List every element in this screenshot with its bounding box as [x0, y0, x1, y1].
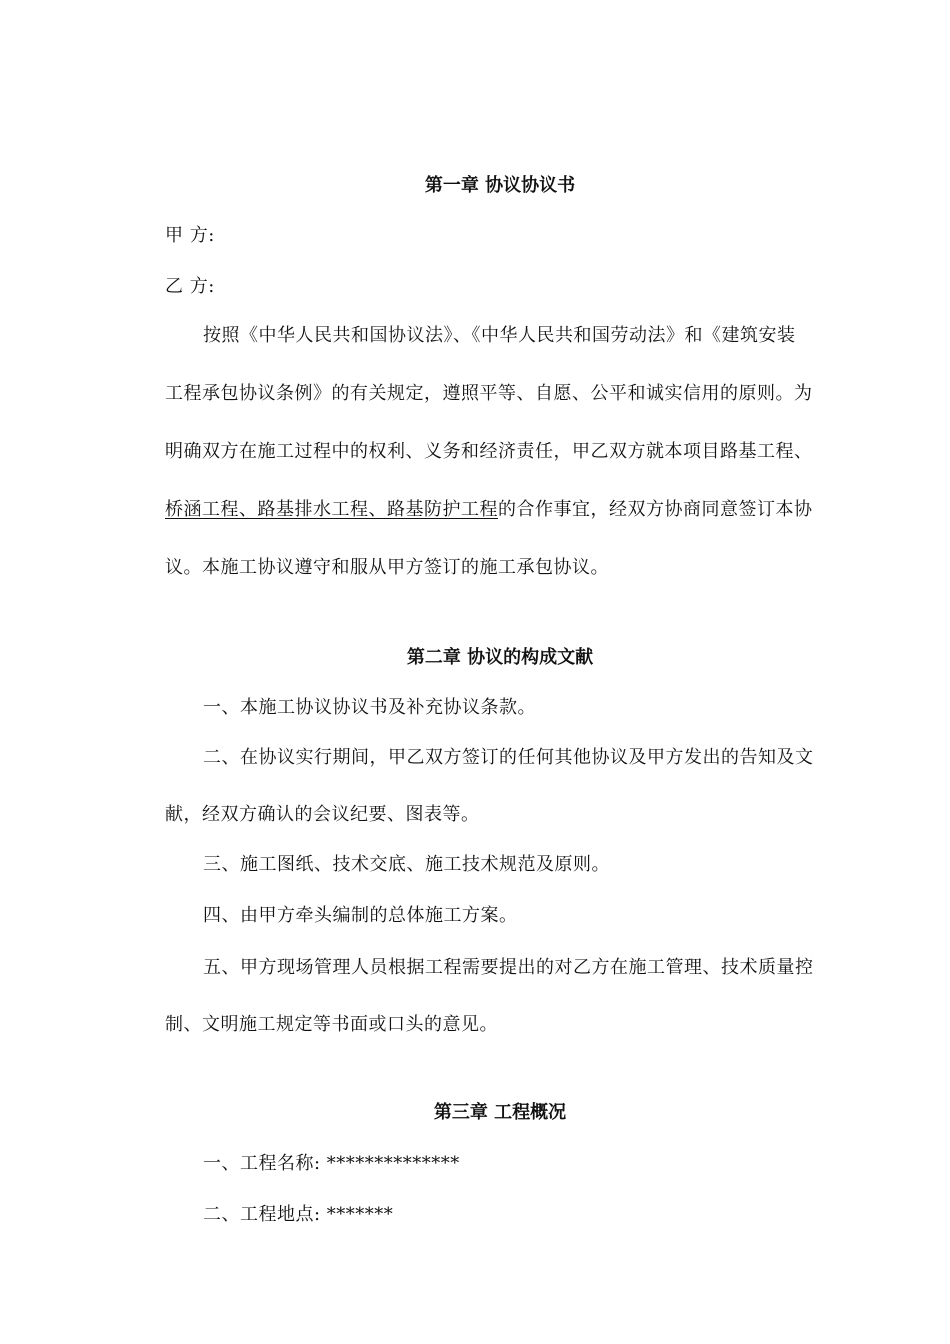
project-scope-underlined: 桥涵工程、路基排水工程、路基防护工程 [165, 499, 498, 520]
chapter1-title: 第一章 协议协议书 [424, 175, 576, 196]
chapter2-item4: 四、由甲方牵头编制的总体施工方案。 [203, 905, 518, 926]
chapter2-item3: 三、施工图纸、技术交底、施工技术规范及原则。 [203, 854, 610, 875]
party-b-label: 乙 方: [165, 276, 215, 297]
chapter2-item2-line1: 二、在协议实行期间，甲乙双方签订的任何其他协议及甲方发出的告知及文 [203, 747, 814, 768]
chapter1-paragraph-line4 [165, 498, 813, 522]
chapter3-item2: 二、工程地点: ******* [203, 1204, 394, 1225]
chapter2-item5-line1: 五、甲方现场管理人员根据工程需要提出的对乙方在施工管理、技术质量控 [203, 957, 814, 978]
chapter2-item1: 一、本施工协议协议书及补充协议条款。 [203, 697, 536, 718]
chapter2-item5-line2: 制、文明施工规定等书面或口头的意见。 [165, 1014, 498, 1035]
chapter1-paragraph-line2: 工程承包协议条例》的有关规定，遵照平等、自愿、公平和诚实信用的原则。为 [165, 383, 813, 404]
chapter2-title: 第二章 协议的构成文献 [406, 647, 594, 668]
chapter3-title: 第三章 工程概况 [433, 1102, 567, 1123]
chapter1-paragraph-line3: 明确双方在施工过程中的权利、义务和经济责任，甲乙双方就本项目路基工程、 [165, 441, 813, 462]
chapter1-paragraph-line4-rest: 的合作事宜，经双方协商同意签订本协 [498, 499, 813, 520]
chapter3-item1: 一、工程名称: ************** [203, 1153, 460, 1174]
chapter2-item2-line2: 献，经双方确认的会议纪要、图表等。 [165, 804, 480, 825]
party-a-label: 甲 方: [165, 225, 215, 246]
chapter1-paragraph-line1: 按照《中华人民共和国协议法》、《中华人民共和国劳动法》和《建筑安装 [203, 325, 796, 346]
chapter1-paragraph-line5: 议。本施工协议遵守和服从甲方签订的施工承包协议。 [165, 557, 609, 578]
